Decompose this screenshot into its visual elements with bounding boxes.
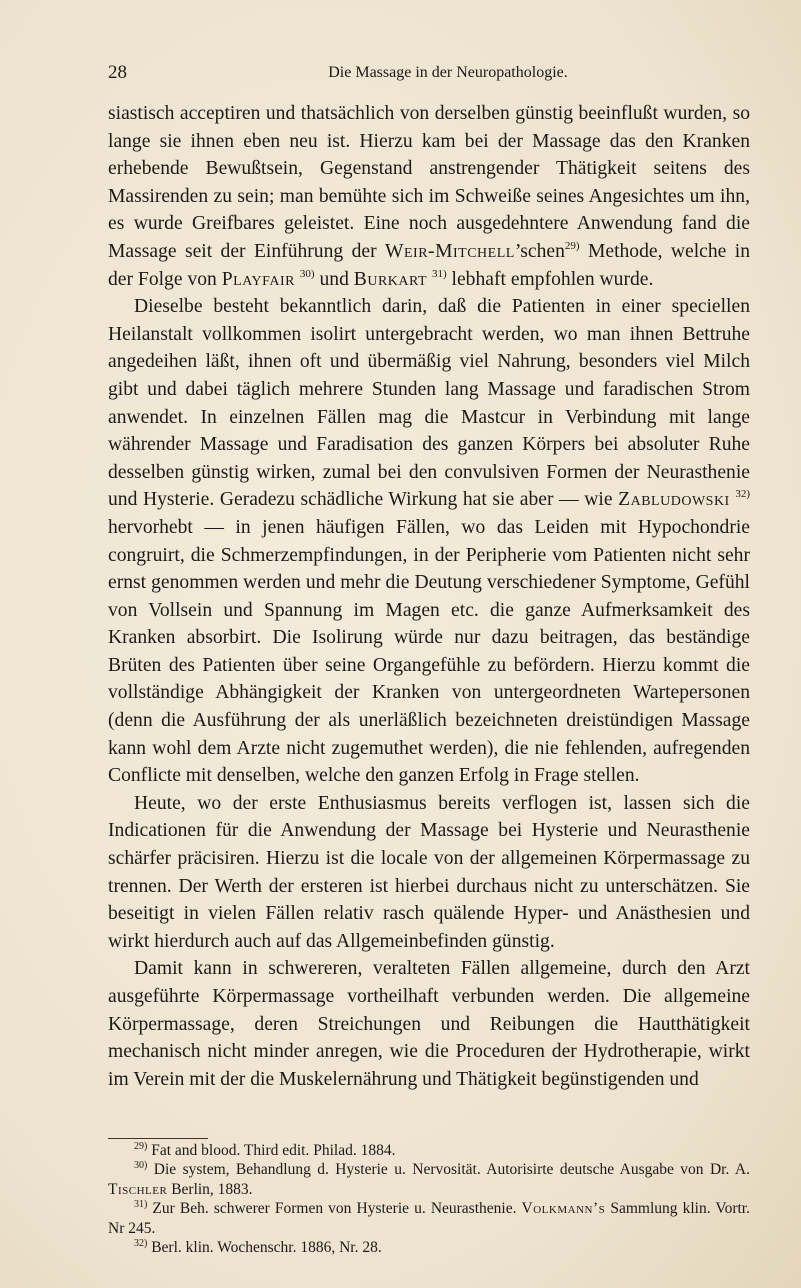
footnote-ref: 32) — [134, 1238, 148, 1250]
author-name: Weir-Mitchell — [385, 240, 515, 262]
text-run: lebhaft empfohlen wurde. — [446, 268, 654, 290]
text-run: hervorhebt — in jenen häufigen Fällen, wo das Leiden mit Hypochondrie congruirt, die Schmerzempfindungen, in der Peripherie vom Patienten nicht sehr ernst genommen werden und mehr die Deutung verschiedener Symptome, Gefühl von Vollsein und Spannung im Magen etc. die ganze Aufmerksamkeit des Kranken absorbirt. Die Isolirung würde nur dazu beitragen, das beständige Brüten des Patienten über seine Organgefühle zu befördern. Hierzu kommt die vollständige Abhängigkeit der Kranken von untergeordneten Wartepersonen (denn die Ausführung der als unerläßlich bezeichneten dreistündigen Massage kann wohl dem Arzte nicht zugemuthet werden), die nie fehlenden, aufregenden Conflicte mit denselben, welche den ganzen Erfolg in Frage stellen. — [108, 516, 750, 787]
footnote-ref: 30) — [134, 1160, 148, 1172]
footnote-ref: 29) — [134, 1141, 148, 1152]
paragraph — [108, 955, 750, 1093]
footnote — [108, 1199, 750, 1238]
author-name: Volkmann’s — [521, 1200, 606, 1218]
text-run: Dieselbe besteht bekanntlich darin, daß die Patienten in einer speciellen Heilanstalt vollkommen isolirt untergebracht werden, wo man ihnen Bettruhe angedeihen läßt, ihnen oft und übermäßig viel Nahrung, besonders viel Milch gibt und dabei täglich mehrere Stunden lang Massage und faradischen Strom anwendet. In einzelnen Fällen mag die Mastcur in Verbindung mit lange währender Massage und Faradisation des ganzen Körpers bei absoluter Ruhe desselben günstig wirken, zumal bei den convulsiven Formen der Neurasthenie und Hysterie. Geradezu schädliche Wirkung hat sie aber — wie — [108, 296, 750, 511]
paragraph — [108, 100, 750, 293]
paragraph — [108, 293, 750, 790]
text-run: siastisch acceptiren und thatsächlich von derselben günstig beeinflußt wurden, so lange sie ihnen eben neu ist. Hierzu kam bei der Massage das den Kranken erhebende Bewußtsein, Gegenstand anstrengender Thätigkeit seitens des Massirenden zu sein; man bemühte sich im Schweiße seines Angesichtes um ihn, es wurde Greifbares geleistet. Eine noch ausgedehntere Anwendung fand die Massage seit der Einführung der — [108, 103, 750, 262]
footnote-ref: 29) — [564, 239, 580, 252]
body-text — [108, 100, 750, 1093]
text-run: Methode, welche in der Folge von — [108, 240, 751, 290]
author-name: Playfair — [221, 268, 295, 290]
text-run: ’schen — [514, 240, 565, 262]
text-run: Zur Beh. schwerer Formen von Hysterie u. Neurasthenie. — [147, 1200, 522, 1218]
text-run: Sammlung klin. Vortr. Nr 245. — [108, 1200, 750, 1237]
footnote-ref: 32) — [735, 488, 750, 501]
footnote-ref: 31) — [431, 267, 447, 280]
footnote-ref: 31) — [134, 1199, 148, 1211]
footnotes — [108, 1141, 750, 1257]
text-run: Damit kann in schwereren, veralteten Fällen allgemeine, durch den Arzt ausgeführte Körpermassage vortheilhaft verbunden werden. Die allgemeine Körpermassage, deren Streichungen und Reibungen die Hautthätigkeit mechanisch nicht minder anregen, wie die Proceduren der Hydrotherapie, wirkt im Verein mit der die Muskelernährung und Thätigkeit begünstigenden und — [108, 958, 750, 1090]
text-run: Heute, wo der erste Enthusiasmus bereits verflogen ist, lassen sich die Indicationen für die Anwendung der Massage bei Hysterie und Neurasthenie schärfer präcisiren. Hierzu ist die locale von der allgemeinen Körpermassage zu trennen. Der Werth der ersteren ist hierbei durchaus nicht zu unterschätzen. Sie beseitigt in vielen Fällen relativ rasch quälende Hyper- und Anästhesien und wirkt hierdurch auch auf das Allgemeinbefinden günstig. — [108, 792, 750, 952]
text-run: Fat and blood. Third edit. Philad. 1884. — [147, 1142, 396, 1159]
page-header — [108, 62, 748, 88]
text-run: Berlin, 1883. — [167, 1180, 253, 1198]
footnote — [108, 1141, 750, 1160]
footnote-rule — [108, 1138, 208, 1139]
footnote-ref: 30) — [299, 267, 315, 280]
paragraph — [108, 790, 750, 956]
author-name: Zabludowski — [618, 489, 730, 511]
running-head: Die Massage in der Neuropathologie. — [328, 64, 568, 81]
text-run: Die system, Behandlung d. Hysterie u. Nervosität. Autorisirte deutsche Ausgabe von Dr. A. — [147, 1161, 750, 1179]
footnote — [108, 1160, 750, 1199]
author-name: Tischler — [108, 1180, 168, 1198]
page-number: 28 — [108, 62, 127, 83]
text-run: und — [314, 268, 354, 290]
footnote — [108, 1238, 750, 1257]
text-run: Berl. klin. Wochenschr. 1886, Nr. 28. — [147, 1239, 382, 1257]
author-name: Burkart — [353, 268, 428, 290]
